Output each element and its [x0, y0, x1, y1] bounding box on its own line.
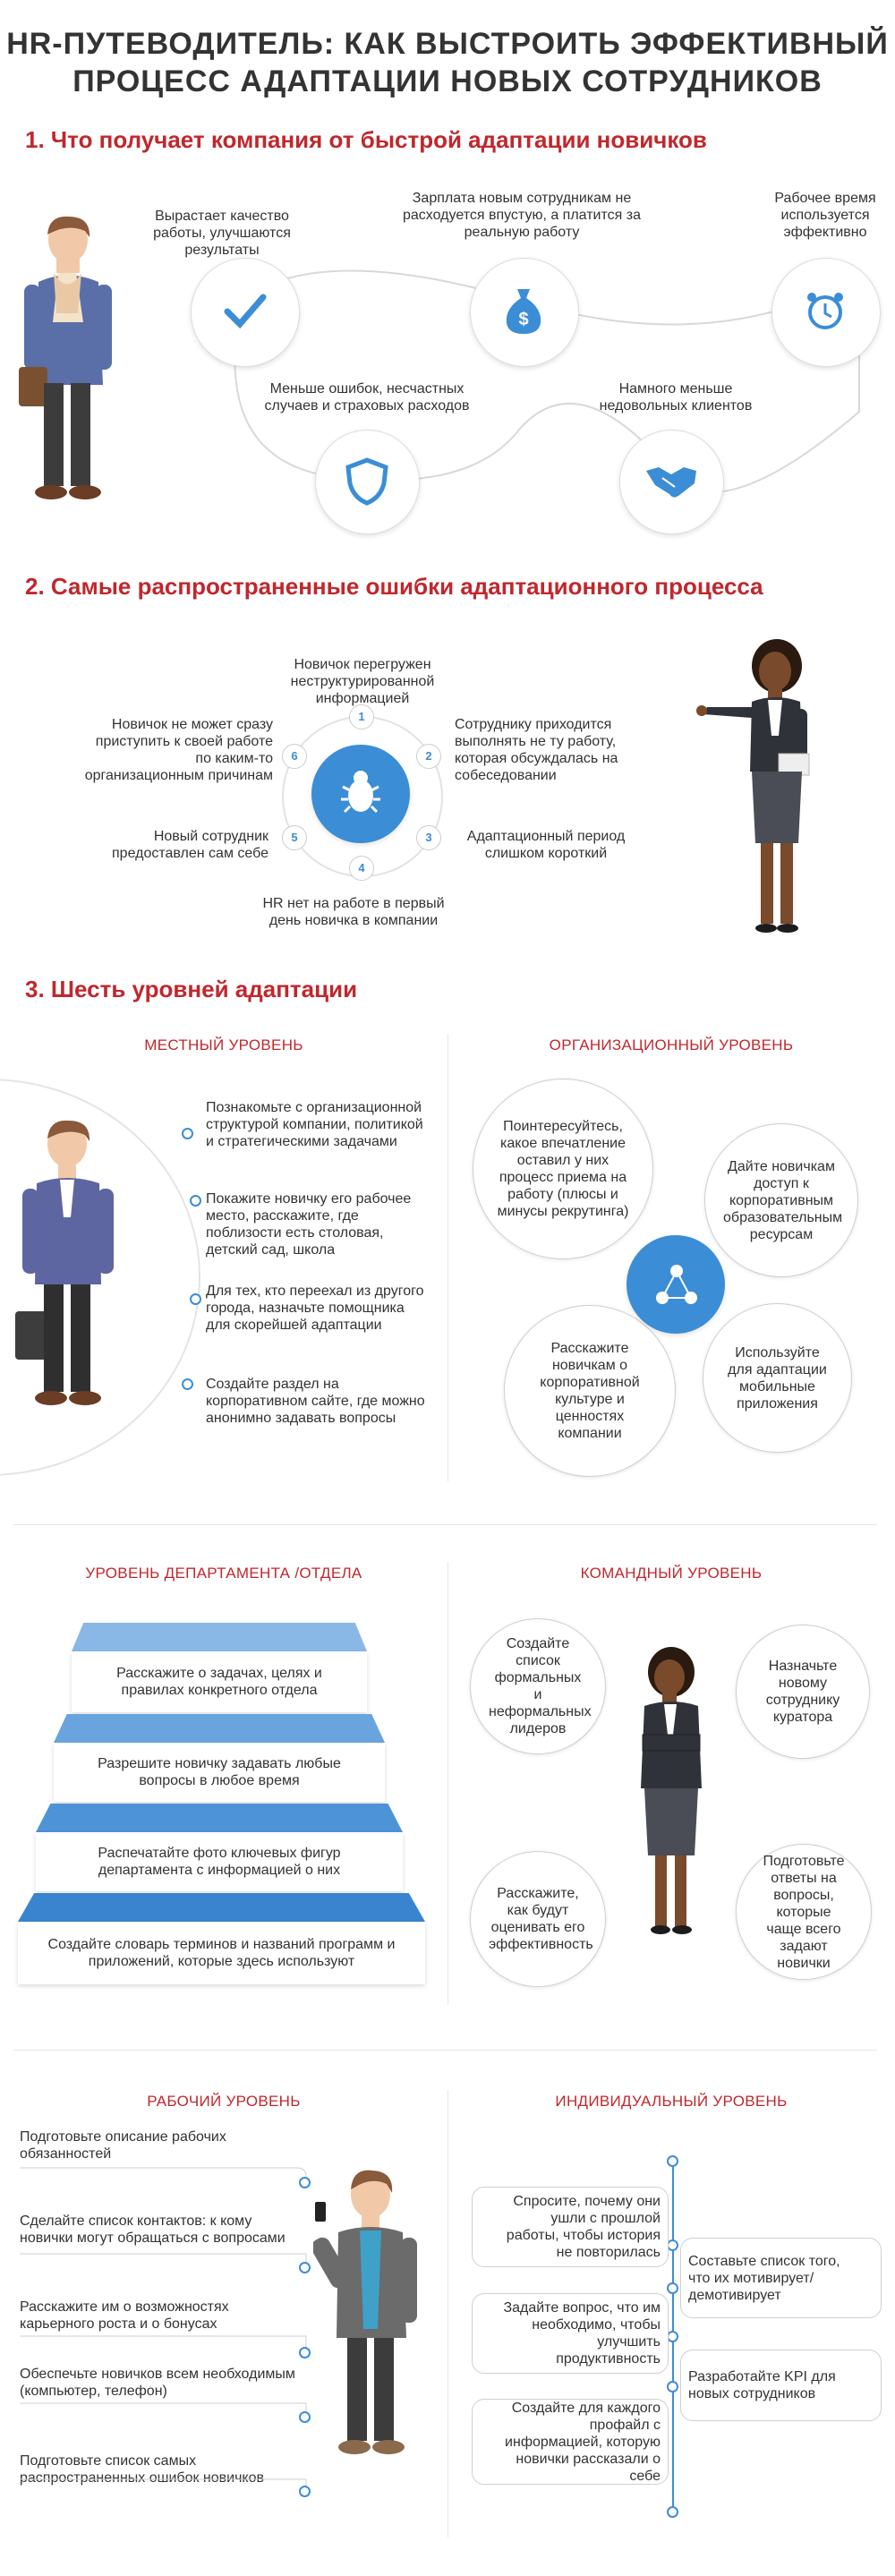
- work-dot-5: [299, 2486, 311, 2497]
- man-with-bag-illustration: [13, 1119, 121, 1428]
- org-bubble-2: [704, 1123, 858, 1277]
- indiv-level-title: ИНДИВИДУАЛЬНЫЙ УРОВЕНЬ: [555, 2093, 788, 2110]
- work-item-2: Сделайте список контактов: к кому новички могут обращаться с вопросами: [20, 2213, 286, 2246]
- team-item-3: Расскажите, как будут оценивать его эффективность: [489, 1886, 593, 1952]
- org-item-1: Поинтересуйтесь, какое впечатление оставил у них процесс приема на работу (плюсы и минусы рекрутинга): [497, 1119, 629, 1219]
- stair-cap-4: [18, 1893, 425, 1922]
- work-level-title: РАБОЧИЙ УРОВЕНЬ: [147, 2093, 301, 2110]
- work-item-4: Обеспечьте новичков всем необходимым (компьютер, телефон): [20, 2367, 295, 2399]
- alarm-clock-icon: [803, 288, 848, 333]
- org-bubble-4: [703, 1303, 852, 1453]
- org-level-title: ОРГАНИЗАЦИОННЫЙ УРОВЕНЬ: [549, 1036, 794, 1053]
- work-dot-1: [299, 2177, 311, 2188]
- team-item-2: Назначьте новому сотруднику куратора: [765, 1659, 840, 1725]
- work-item-5: Подготовьте список самых распространенных ошибок новичков: [20, 2453, 264, 2486]
- benefit-text-4: Меньше ошибок, несчастных случаев и страховых расходов: [264, 381, 470, 414]
- indiv-left-item-3: Создайте для каждого профайл с информацией, которую новички рассказали о себе: [505, 2400, 661, 2484]
- local-item-1: Познакомьте с организационной структурой компании, политикой и стратегическими задачами: [206, 1100, 423, 1149]
- check-icon: [222, 288, 267, 333]
- indiv-right-box-2: [680, 2350, 882, 2421]
- indiv-left-item-1: Спросите, почему они ушли с прошлой работы, чтобы история не повторилась: [506, 2194, 661, 2260]
- benefit-text-3: Рабочее время используется эффективно: [774, 191, 876, 240]
- dept-level-title: УРОВЕНЬ ДЕПАРТАМЕНТА /ОТДЕЛА: [85, 1565, 362, 1582]
- indiv-left-box-2: [472, 2293, 669, 2374]
- dept-step-3: [36, 1832, 403, 1891]
- woman-illustration: [689, 637, 832, 946]
- handshake-icon: [643, 458, 700, 503]
- man-with-phone-illustration: [313, 2168, 425, 2477]
- mistake-text-1: Новичок перегружен неструктурированной информацией: [290, 657, 435, 706]
- dept-step-4: [18, 1922, 425, 1984]
- shield-icon: [345, 456, 389, 506]
- svg-text:$: $: [518, 310, 529, 329]
- indiv-dot-5: [667, 2381, 678, 2393]
- section1-heading: 1. Что получает компания от быстрой адаптации новичков: [25, 126, 707, 153]
- local-item-4: Создайте раздел на корпоративном сайте, где можно анонимно задавать вопросы: [206, 1377, 425, 1426]
- section2-heading: 2. Самые распространенные ошибки адаптационного процесса: [25, 573, 763, 600]
- work-dot-2: [299, 2262, 311, 2273]
- benefit-text-2: Зарплата новым сотрудникам не расходуется впустую, а платится за реальную работу: [403, 191, 641, 240]
- org-item-3: Расскажите новичкам о корпоративной культуре и ценностях компании: [540, 1341, 640, 1441]
- team-item-4: Подготовьте ответы на вопросы, которые чаще всего задают новички: [763, 1853, 845, 1971]
- indiv-dot-6: [667, 2506, 678, 2518]
- org-bubble-3: [504, 1305, 676, 1477]
- dept-item-1: Расскажите о задачах, целях и правилах конкретного отдела: [116, 1666, 322, 1698]
- local-level-title: МЕСТНЫЙ УРОВЕНЬ: [144, 1036, 303, 1053]
- work-item-1: Подготовьте описание рабочих обязанностей: [20, 2129, 226, 2162]
- local-dot-2: [190, 1195, 201, 1207]
- indiv-right-item-1: Составьте список того, что их мотивирует/ демотивирует: [688, 2253, 840, 2303]
- divider-horizontal-1: [13, 1524, 877, 1525]
- local-dot-3: [190, 1293, 201, 1305]
- benefit-text-1: Вырастает качество работы, улучшаются результаты: [153, 209, 291, 258]
- stair-cap-2: [54, 1714, 385, 1743]
- indiv-dot-3: [667, 2282, 678, 2294]
- mistake-text-4: HR нет на работе в первый день новичка в компании: [262, 896, 445, 928]
- work-dot-4: [299, 2411, 311, 2423]
- org-item-4: Используйте для адаптации мобильные приложения: [728, 1344, 827, 1412]
- local-dot-4: [182, 1378, 193, 1390]
- businesswoman-illustration: [618, 1645, 725, 1941]
- work-connector-lines: [20, 2148, 315, 2506]
- mistake-text-2: Сотруднику приходится выполнять не ту работу, которая обсуждалась на собеседовании: [455, 717, 618, 783]
- mistake-text-3: Адаптационный период слишком короткий: [466, 829, 626, 861]
- indiv-left-item-2: Задайте вопрос, что им необходимо, чтобы улучшить продуктивность: [503, 2300, 661, 2367]
- money-bag-icon: [501, 282, 546, 336]
- mistake-number-1: 1: [349, 704, 374, 729]
- dept-item-3: Распечатайте фото ключевых фигур департамента с информацией о них: [98, 1846, 341, 1878]
- org-bubble-1: [473, 1079, 653, 1259]
- work-item-3: Расскажите им о возможностях карьерного роста и о бонусах: [20, 2299, 229, 2332]
- stair-cap-1: [72, 1623, 367, 1651]
- man-illustration: [13, 215, 121, 524]
- indiv-left-box-3: [472, 2399, 669, 2485]
- dept-item-2: Разрешите новичку задавать любые вопросы в любое время: [98, 1756, 341, 1788]
- bug-icon: [334, 765, 388, 819]
- org-item-2: Дайте новичкам доступ к корпоративным образовательным ресурсам: [723, 1158, 843, 1242]
- team-bubble-3: [470, 1851, 606, 1987]
- stair-cap-3: [36, 1804, 403, 1832]
- indiv-left-box-1: [472, 2187, 669, 2267]
- mistake-number-2: 2: [416, 744, 441, 769]
- mistake-number-6: 6: [282, 744, 307, 769]
- dept-step-1: [72, 1651, 367, 1712]
- dept-item-4: Создайте словарь терминов и названий программ и приложений, которые здесь используют: [47, 1937, 396, 1969]
- dept-step-2: [54, 1743, 385, 1802]
- team-level-title: КОМАНДНЫЙ УРОВЕНЬ: [580, 1565, 763, 1582]
- indiv-right-box-1: [680, 2238, 882, 2318]
- local-item-3: Для тех, кто переехал из другого города, назначьте помощника для скорейшей адаптации: [206, 1284, 424, 1333]
- mistake-number-4: 4: [349, 856, 374, 881]
- team-bubble-2: [736, 1625, 870, 1759]
- section3-heading: 3. Шесть уровней адаптации: [25, 976, 358, 1002]
- mistake-text-5: Новый сотрудник предоставлен сам себе: [112, 829, 268, 861]
- team-bubble-4: [736, 1844, 872, 1980]
- team-item-1: Создайте список формальных и неформальных лидеров: [489, 1636, 592, 1736]
- mistake-number-5: 5: [282, 825, 307, 850]
- benefit-text-5: Намного меньше недовольных клиентов: [599, 381, 753, 414]
- local-item-2: Покажите новичку его рабочее место, расскажите, где поблизости есть столовая, детский сад, школа: [206, 1191, 412, 1258]
- local-dot-1: [182, 1128, 193, 1139]
- mistake-number-3: 3: [416, 825, 441, 850]
- network-icon: [652, 1260, 702, 1310]
- page-title: [0, 25, 895, 100]
- indiv-dot-1: [667, 2155, 678, 2167]
- work-dot-3: [299, 2347, 311, 2358]
- divider-horizontal-2: [13, 2050, 877, 2051]
- title-line-2: ПРОЦЕСС АДАПТАЦИИ НОВЫХ СОТРУДНИКОВ: [72, 64, 823, 98]
- team-bubble-1: [470, 1618, 606, 1754]
- indiv-right-item-2: Разработайте KPI для новых сотрудников: [688, 2369, 836, 2401]
- title-line-1: HR-ПУТЕВОДИТЕЛЬ: КАК ВЫСТРОИТЬ ЭФФЕКТИВНЫЙ: [6, 27, 889, 61]
- mistake-text-6: Новичок не может сразу приступить к своей работе по каким-то организационным причинам: [84, 717, 273, 783]
